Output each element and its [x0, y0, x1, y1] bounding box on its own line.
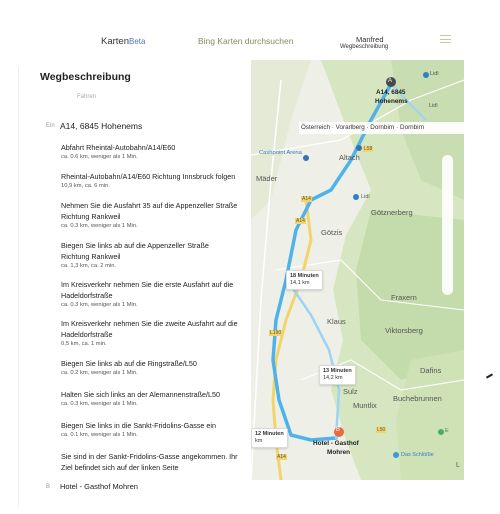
road-shield: A14	[302, 196, 311, 202]
start-marker: Ein	[46, 123, 55, 129]
step-meta: ca. 0.3 km, weniger als 1 Min.	[61, 401, 138, 407]
place-label: Fraxern	[391, 293, 417, 302]
step-text: Biegen Sie links ab auf die Appenzeller Straße Richtung Rankweil	[61, 241, 209, 261]
direction-step[interactable]	[61, 200, 239, 231]
step-meta: ca. 1,3 km, ca. 2 min.	[61, 263, 117, 269]
app-title[interactable]: Karten	[101, 36, 129, 47]
step-text: Halten Sie sich links an der Alemannenstraße/L50	[61, 390, 221, 399]
place-label: Mäder	[256, 174, 278, 183]
place-label: Buchebrunnen	[393, 394, 442, 403]
route-distance: 14,2 km	[323, 375, 343, 381]
left-border	[18, 67, 19, 507]
route-option[interactable]	[251, 428, 288, 448]
step-text: Rheintal-Autobahn/A14/E60 Richtung Innsbruck folgen	[61, 172, 236, 181]
tab-driving[interactable]: Fahren	[77, 94, 97, 100]
start-pin-label-line2: Hohenems	[375, 98, 408, 105]
start-pin-label: A14, 6845	[376, 89, 406, 96]
road-shield: A14	[296, 218, 305, 224]
start-location[interactable]: A14, 6845 Hohenems	[60, 121, 143, 131]
place-label: Altach	[339, 153, 360, 162]
place-label: Lidl	[361, 194, 370, 200]
direction-step[interactable]	[61, 389, 239, 409]
step-meta: ca. 0.1 km, weniger als 1 Min.	[61, 432, 138, 438]
user-name[interactable]: Manfred	[356, 35, 384, 44]
road-shield: A14	[277, 454, 286, 460]
bing-maps-link[interactable]: Bing Karten durchsuchen	[198, 36, 294, 46]
place-label: Viktorsberg	[385, 326, 423, 335]
beta-badge: Beta	[129, 37, 146, 46]
direction-step[interactable]	[61, 142, 239, 162]
step-meta: ca. 0.6 km, weniger als 1 Min.	[61, 154, 138, 160]
stray-mark	[486, 373, 493, 378]
panel-title: Wegbeschreibung	[40, 71, 131, 83]
end-marker: B	[46, 484, 51, 490]
step-meta: ca. 0.3 km, weniger als 1 Min.	[61, 223, 138, 229]
place-label: Lidl	[430, 71, 439, 77]
step-text: Biegen Sie links ab auf die Ringstraße/L50	[61, 359, 197, 368]
user-subtitle: Wegbeschreibung	[340, 44, 389, 50]
place-label: Götzis	[321, 228, 343, 237]
step-meta: 10,9 km, ca. 6 min.	[61, 183, 110, 189]
end-pin-icon[interactable]: B	[336, 427, 341, 433]
place-label: Muntlix	[353, 401, 377, 410]
step-text: Im Kreisverkehr nehmen Sie die zweite Ausfahrt auf die Hadeldorfstraße	[61, 319, 238, 339]
route-time: 12 Minuten	[255, 431, 284, 437]
direction-step[interactable]	[61, 451, 239, 473]
location-breadcrumb: Österreich · Vorarlberg · Dornbirn · Dornbirn	[299, 122, 464, 134]
start-pin-icon[interactable]: A	[388, 78, 393, 84]
step-text: Nehmen Sie die Ausfahrt 35 auf die Appenzeller Straße Richtung Rankweil	[61, 201, 238, 221]
route-distance: 14,1 km	[290, 280, 310, 286]
place-label: Das Schlößle	[401, 452, 434, 458]
direction-step[interactable]	[61, 240, 239, 271]
direction-step[interactable]	[61, 171, 239, 191]
direction-step[interactable]	[61, 318, 239, 349]
place-label: L	[456, 462, 460, 469]
map-scrollbar[interactable]	[442, 155, 453, 295]
end-pin-label-line2: Mohren	[327, 449, 351, 456]
end-pin-label: Hotel - Gasthof	[313, 440, 359, 447]
road-shield: L58	[364, 146, 373, 152]
step-meta: ca. 0.3 km, weniger als 1 Min.	[61, 302, 138, 308]
step-meta: ca. 0.2 km, weniger als 1 Min.	[61, 370, 138, 376]
route-distance: km	[255, 438, 263, 444]
road-shield: L190	[270, 330, 282, 336]
place-label: Sulz	[343, 387, 358, 396]
place-label: Götznerberg	[371, 208, 413, 217]
step-meta: 0,5 km, ca. 1 min.	[61, 341, 107, 347]
step-text: Sie sind in der Sankt-Fridolins-Gasse angekommen. Ihr Ziel befindet sich auf der linken Seite	[61, 452, 238, 472]
step-text: Im Kreisverkehr nehmen Sie die erste Ausfahrt auf die Hadeldorfstraße	[61, 280, 234, 300]
step-text: Abfahrt Rheintal-Autobahn/A14/E60	[61, 143, 176, 152]
place-label: Cashpoint Arena	[259, 150, 302, 156]
top-bar	[0, 0, 500, 56]
place-label: Klaus	[327, 317, 346, 326]
route-option[interactable]	[319, 365, 356, 385]
end-location[interactable]: Hotel - Gasthof Mohren	[60, 482, 138, 491]
place-label: Dafins	[420, 366, 442, 375]
direction-step[interactable]	[61, 279, 239, 310]
route-time: 13 Minuten	[323, 368, 352, 374]
step-text: Biegen Sie links in die Sankt-Fridolins-Gasse ein	[61, 421, 217, 430]
route-option[interactable]	[286, 270, 323, 290]
direction-step[interactable]	[61, 420, 239, 440]
road-shield: L50	[377, 427, 386, 433]
place-label: E	[445, 428, 449, 434]
direction-step[interactable]	[61, 358, 239, 378]
route-map[interactable]	[251, 60, 464, 480]
hamburger-menu-icon[interactable]	[440, 35, 451, 43]
place-label: Lidl	[429, 103, 438, 109]
route-time: 18 Minuten	[290, 273, 319, 279]
